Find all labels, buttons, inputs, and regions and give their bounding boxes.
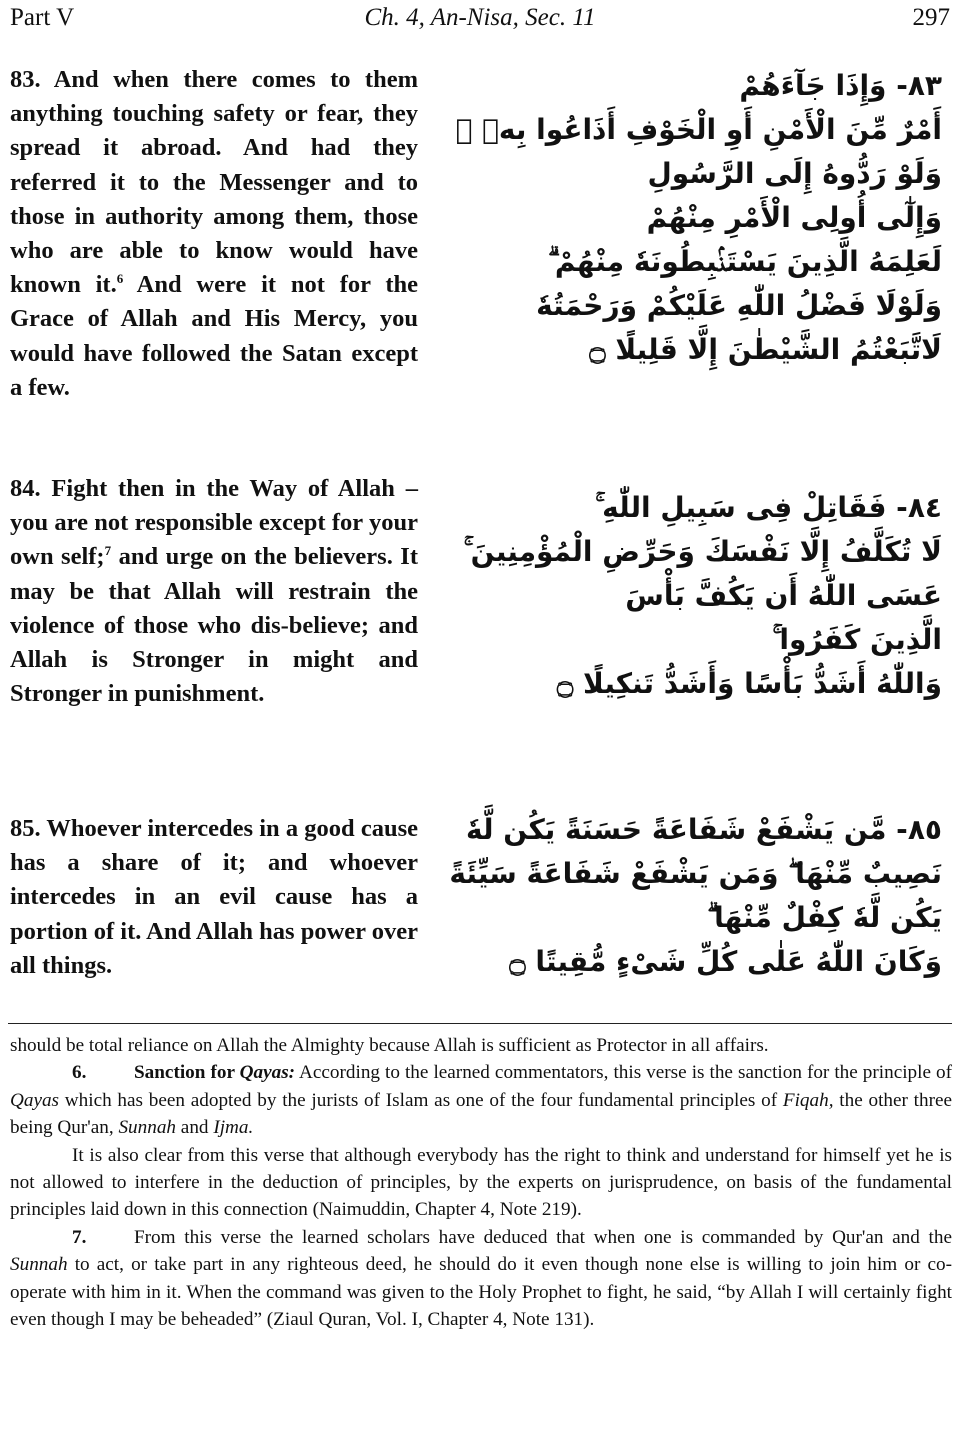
note-6-paragraph-2: It is also clear from this verse that although everybody has the right to think and understand for himself yet he is not allowed to interfere in the deduction of principles, by the experts on jurisprudence, on basis of the fundamental principles laid down in this connection (Naimuddin, Chapter 4, Note 219).	[10, 1144, 952, 1221]
page-header	[10, 4, 950, 36]
arabic-line: وَكَانَ اللّٰهُ عَلٰى كُلِّ شَىْءٍ مُّقِيتًا ۝	[509, 945, 942, 978]
verse-85-translation: 85. Whoever intercedes in a good cause has a share of it; and whoever intercedes in an evil cause has a portion of it. And Allah has power over all things.	[10, 815, 418, 979]
arabic-line: لَا تُكَلَّفُ إِلَّا نَفْسَكَ وَحَرِّضِ الْمُؤْمِنِينَ ۚ	[463, 535, 942, 568]
arabic-line: لَاتَّبَعْتُمُ الشَّيْطٰنَ إِلَّا قَلِيلًا ۝	[589, 333, 942, 366]
footnote-divider	[8, 1023, 952, 1024]
verse-83-translation: 83. And when there comes to them anything touching safety or fear, they spread it abroad. And had they referred it to the Messenger and to those in authority among them, those who are able to know would have known it.$^6$ And were it not for the Grace of Allah and His Mercy, you would have followed the Satan except a few.	[10, 66, 418, 401]
verse-85-arabic	[449, 808, 960, 984]
verse-84-arabic	[463, 486, 960, 706]
footnote-ref-7: 7	[104, 543, 112, 559]
arabic-line: يَكُن لَّهٗ كِفْلٌ مِّنْهَا ۗ	[707, 901, 942, 934]
note-7: 7. From this verse the learned scholars have deduced that when one is commanded by Qur'an and the Sunnah to act, or take part in any righteous deed, he should do it even though none else is willing to join him or co-operate with him in it. When the command was given to the Holy Prophet to fight, he said, “by Allah I will certainly fight even though I may be beheaded” (Ziaul Quran, Vol. I, Chapter 4, Note 131).	[10, 1226, 952, 1331]
page-number: 297	[912, 4, 950, 31]
arabic-line: وَلَوْلَا فَضْلُ اللّٰهِ عَلَيْكُمْ وَرَحْمَتُهٗ	[536, 289, 942, 322]
arabic-line: أَمْرٌ مِّنَ الْأَمْنِ أَوِ الْخَوْفِ أَذَاعُوا بِهٖ ۚ	[455, 113, 942, 146]
arabic-line: ٨٤- فَقَاتِلْ فِى سَبِيلِ اللّٰهِ ۚ	[595, 491, 942, 524]
arabic-line: وَلَوْ رَدُّوهُ إِلَى الرَّسُولِ	[647, 157, 942, 190]
arabic-line: ٨٥- مَّن يَشْفَعْ شَفَاعَةً حَسَنَةً يَكُن لَّهٗ	[466, 813, 942, 846]
chapter-label: Ch. 4, An-Nisa, Sec. 11	[364, 4, 596, 31]
verse-84-translation: 84. Fight then in the Way of Allah – you are not responsible except for your own self;$^7$ and urge on the believers. It may be that Allah will restrain the violence of those who dis-believe; and Allah is Stronger in might and Stronger in punishment.	[10, 475, 418, 708]
arabic-line: ٨٣- وَإِذَا جَآءَهُمْ	[739, 69, 942, 102]
part-label: Part V	[10, 4, 75, 31]
arabic-line: وَاللّٰهُ أَشَدُّ بَأْسًا وَأَشَدُّ تَنكِيلًا ۝	[556, 667, 942, 700]
footnote-ref-6: 6	[116, 271, 124, 287]
arabic-line: وَإِلٰٓى أُولِى الْأَمْرِ مِنْهُمْ	[646, 201, 942, 234]
arabic-line: نَصِيبٌ مِّنْهَا ۖ وَمَن يَشْفَعْ شَفَاعَةً سَيِّئَةً	[449, 857, 942, 890]
arabic-line: الَّذِينَ كَفَرُوا ۚ	[772, 623, 942, 656]
note-6: 6. Sanction for Qayas: According to the learned commentators, this verse is the sanction for the principle of Qayas which has been adopted by the jurists of Islam as one of the four fundamental principles of Fiqah, the other three being Qur'an, Sunnah and Ijma.	[10, 1062, 953, 1139]
footnotes	[10, 1032, 952, 1333]
note-continuation: should be total reliance on Allah the Almighty because Allah is sufficient as Protector in all affairs.	[10, 1035, 769, 1056]
verse-83-arabic	[455, 64, 960, 372]
arabic-line: عَسَى اللّٰهُ أَن يَكُفَّ بَأْسَ	[625, 579, 942, 612]
arabic-line: لَعَلِمَهُ الَّذِينَ يَسْتَنۢبِطُونَهٗ مِنْهُمْ ۗ	[547, 245, 942, 278]
